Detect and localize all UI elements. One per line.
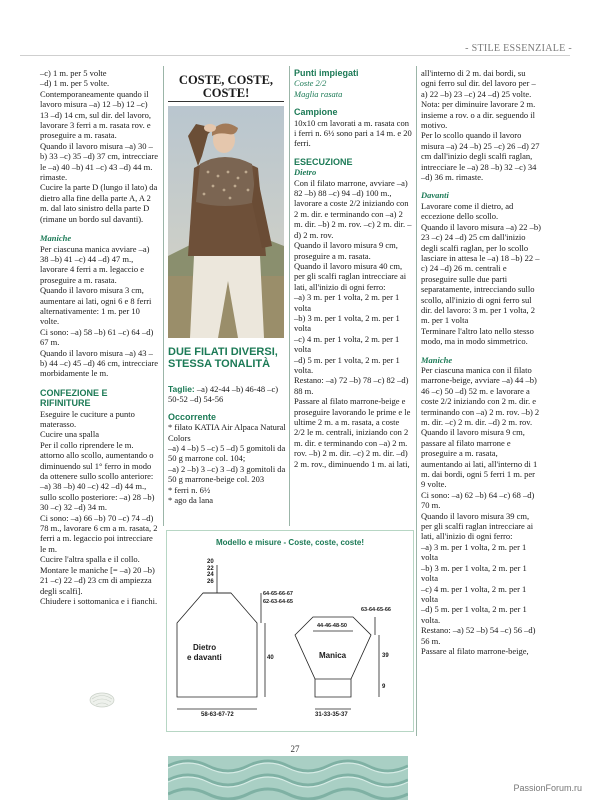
text-paragraph: Nota: per diminuire lavorare 2 m. insieme a rov. o a dir. seguendo il motivo. [421, 99, 536, 131]
text-paragraph: Montare le maniche [= –a) 20 –b) 21 –c) 22 –d) 23 cm di ampiezza degli scalfi]. [40, 564, 155, 596]
raglan-height-label: 64-65-66-67 [263, 591, 293, 597]
text-paragraph: Lavorare come il dietro, ad eccezione dello scollo. [421, 200, 514, 222]
title-divider [168, 101, 284, 102]
column-1 [40, 68, 158, 606]
text-paragraph: Cucire l'altra spalla e il collo. [40, 554, 140, 565]
sleeve-inner-label: 44-46-48-50 [317, 623, 347, 629]
body-piece-outline [177, 593, 257, 697]
text-line: –d) 5 m. per 1 volta, 2 m. per 1 volta. [421, 604, 527, 625]
body-label: e davanti [187, 653, 222, 662]
text-paragraph: Eseguire le cuciture a punto materasso. [40, 408, 135, 429]
yarn-ball-icon [88, 690, 116, 708]
text-paragraph: Cucire una spalla [40, 429, 100, 440]
text-paragraph: Chiudere i sottomanica e i fianchi. [40, 595, 158, 606]
text-paragraph: Contemporaneamente quando il lavoro misura –a) 12 –b) 12 –c) 13 –d) 14 cm, sul dir. del lavoro, lavorare 3 ferri a m. rasata rov. e proseguire a m. rasata. [40, 88, 151, 141]
text-paragraph: Ci sono: –a) 58 –b) 61 –c) 64 –d) 67 m. [40, 326, 154, 348]
davanti-heading: Davanti [421, 190, 449, 201]
body-label: Dietro [193, 643, 217, 652]
text-paragraph: Quando il lavoro misura 9 cm, passare al filato marrone e proseguire a m. rasata, aumentando ai lati, all'interno di 1 m. dai bordi, ogni 5 ferri 1 m. per 9 volte. [421, 427, 538, 490]
text-paragraph: Per ciascuna manica avviare –a) 38 –b) 41 –c) 44 –d) 47 m., lavorare 4 ferri a m. legaccio e proseguire a m. rasata. [40, 243, 150, 285]
sleeve-width-label: 31-33-35-37 [315, 712, 348, 718]
sleeve-cuff-label: 9 [382, 684, 386, 690]
text-paragraph: Quando il lavoro misura –a) 43 –b) 44 –c) 45 –d) 46 cm, intrecciare morbidamente le m. [40, 347, 159, 379]
sleeve-label: Manica [319, 651, 347, 660]
text-line: –d) 1 m. per 5 volte. [40, 78, 110, 89]
punti-item: Coste 2/2 [294, 78, 327, 89]
text-paragraph: Passare al filato marrone-beige e proseguire lavorando le prime e le ultime 2 m. a m. rasata, a coste 2/2 le m. centrali, iniziando con 2 m. dir. e terminando con –a) 2 m. rov. –b) 2 m. dir. –c) 2 m. dir. –d) 2 m. rov., diminuendo 1 m. ai lati, [294, 396, 411, 469]
text-line: * ferri n. 6½ [168, 484, 211, 495]
text-line: –c) 1 m. per 5 volte [40, 68, 107, 78]
text-line: –b) 3 m. per 1 volta, 2 m. per 1 volta [421, 562, 527, 584]
campione-heading: Campione [294, 107, 338, 118]
text-paragraph: Terminare l'altro lato nello stesso modo, ma in modo simmetrico. [421, 325, 534, 347]
text-line: Restano: –a) 72 –b) 78 –c) 82 –d) 88 m. [294, 375, 409, 396]
text-paragraph: Quando il lavoro misura –a) 22 –b) 23 –c) 24 –d) 25 cm dall'inizio degli scalfi raglan, per lo scollo lasciare in attesa le –a) 18 –b) 22 –c) 24 –d) 26 m. centrali e proseguire sulle due parti separatamente, intrecciando sullo scollo, all'inizio di ogni ferro sul dir. del lavoro: 3 m. per 1 volta, 2 m. per 1 volta [421, 221, 541, 326]
punti-item: Maglia rasata [294, 88, 343, 99]
schematic-diagram [166, 530, 414, 732]
knit-texture-photo [168, 756, 408, 800]
schematic-drawing [167, 531, 413, 731]
confezione-heading: CONFEZIONE E RIFINITURE [40, 387, 108, 409]
sleeve-height-label: 39 [382, 653, 389, 659]
text-paragraph: Quando il lavoro misura 40 cm, per gli scalfi raglan intrecciare ai lati, all'inizio di ogni ferro: [294, 260, 407, 292]
text-paragraph: Per il collo riprendere le m. attorno allo scollo, aumentando o diminuendo sul 1° ferro in modo da ottenere sullo scollo anteriore: –a) 38 –b) 40 –c) 42 –d) 44 m., sullo scollo posteriore: –a) 28 –b) 30 –c) 32 –d) 34 m. [40, 439, 155, 513]
text-paragraph: Cucire la parte D (lungo il lato) da dietro alla fine della parte A, A 2 m. dal lato sinistro della parte D (rimane un bordo sul davanti). [40, 182, 158, 224]
taglie-values: –a) 42-44 –b) 46-48 –c) 50-52 –d) 54-56 [168, 384, 279, 405]
sleeve-top-label: 63-64-65-66 [361, 607, 391, 613]
text-line: –a) 2 –b) 3 –c) 3 –d) 3 gomitoli da 50 g marrone-beige col. 203 [168, 463, 286, 485]
text-line: * ago da lana [168, 495, 214, 506]
text-line: –b) 3 m. per 1 volta, 2 m. per 1 volta [294, 312, 400, 334]
text-line: Restano: –a) 52 –b) 54 –c) 56 –d) 56 m. [421, 625, 536, 646]
page-number: 27 [290, 744, 300, 754]
column-divider [416, 66, 417, 736]
body-height-label: 40 [267, 655, 274, 661]
maniche-heading: Maniche [40, 233, 72, 244]
text-paragraph: Quando il lavoro misura 9 cm, proseguire a m. rasata. [294, 240, 398, 261]
text-line: –c) 4 m. per 1 volta, 2 m. per 1 volta [294, 333, 400, 355]
taglie-label: Taglie: [168, 384, 195, 394]
text-paragraph: 10x10 cm lavorati a m. rasata con i ferri n. 6½ sono pari a 14 m. e 20 ferri. [294, 117, 412, 149]
text-paragraph: Quando il lavoro misura 3 cm, aumentare ai lati, ogni 6 e 8 ferri alternativamente: 1 m. per 10 volte. [40, 285, 152, 327]
text-paragraph: Per lo scollo quando il lavoro misura –a) 24 –b) 25 –c) 26 –d) 27 cm dall'inizio degli scalfi raglan, intrecciare le –a) 28 –b) 32 –c) 34 –d) 36 m. rimaste. [421, 130, 540, 183]
text-paragraph: Quando il lavoro misura 39 cm, per gli scalfi raglan intrecciare ai lati, all'inizio di ogni ferro: [421, 510, 534, 542]
text-line: –a) 3 m. per 1 volta, 2 m. per 1 volta [294, 292, 400, 313]
column-4 [421, 68, 541, 656]
body-width-label: 58-63-67-72 [201, 712, 234, 718]
model-photo [168, 106, 284, 338]
text-paragraph: Quando il lavoro misura –a) 30 –b) 33 –c) 35 –d) 37 cm, intrecciare le –a) 40 –b) 41 –c) 43 –d) 44 m. rimaste. [40, 140, 159, 183]
section-header: - STILE ESSENZIALE - [465, 43, 572, 54]
subtitle: DUE FILATI DIVERSI, STESSA TONALITÀ [168, 346, 278, 370]
text-line: –d) 5 m. per 1 volta, 2 m. per 1 volta. [294, 354, 400, 375]
column-divider [163, 66, 164, 526]
text-line: –a) 3 m. per 1 volta, 2 m. per 1 volta [421, 541, 527, 563]
dietro-heading: Dietro [294, 167, 317, 178]
text-line: –a) 4 –b) 5 –c) 5 –d) 5 gomitoli da 50 g marrone col. 104; [168, 443, 286, 464]
text-paragraph: Con il filato marrone, avviare –a) 82 –b) 88 –c) 94 –d) 100 m., lavorare a coste 2/2 iniziando con 2 m. dir. e terminando con –a) 2 m. dir. –b) 2 m. rov. –c) 2 m. dir. –d) 2 m. rov. [294, 177, 412, 240]
pattern-title: COSTE, COSTE, COSTE! [178, 73, 274, 100]
raglan-height-label: 62-63-64-65 [263, 599, 293, 605]
esecuzione-heading: ESECUZIONE [294, 156, 353, 167]
column-2-details [168, 384, 286, 505]
occorrente-heading: Occorrente [168, 411, 217, 422]
neck-width-label: 20 22 24 26 [207, 559, 214, 585]
text-line: Passare al filato marrone-beige, [421, 645, 529, 656]
diagram-title: Modello e misure - Coste, coste, coste! [215, 538, 365, 547]
text-paragraph: Per ciascuna manica con il filato marrone-beige, avviare –a) 44 –b) 46 –c) 50 –d) 52 m. e lavorare a coste 2/2 iniziando con 2 m. dir. e terminando con –a) 2 m. rov. –b) 2 m. dir. –c) 2 m. dir. –d) 2 m. rov. [421, 364, 540, 427]
text-paragraph: Ci sono: –a) 66 –b) 70 –c) 74 –d) 78 m., lavorare 6 cm a m. rasata, 2 ferri a m. legaccio poi intrecciare le m. [40, 512, 158, 554]
maniche-heading: Maniche [421, 354, 453, 365]
header-divider [20, 55, 570, 56]
column-3 [294, 68, 412, 469]
text-line: * filato KATIA Air Alpaca Natural Colors [168, 422, 286, 443]
text-line: Ci sono: –a) 62 –b) 64 –c) 68 –d) 70 m. [421, 489, 535, 511]
watermark: PassionForum.ru [513, 783, 582, 793]
text-paragraph: all'interno di 2 m. dai bordi, su ogni ferro sul dir. del lavoro per –a) 22 –b) 23 –c) 24 –d) 25 volte. [421, 68, 536, 99]
punti-heading: Punti impiegati [294, 68, 359, 78]
text-line: –c) 4 m. per 1 volta, 2 m. per 1 volta [421, 583, 527, 604]
column-divider [289, 66, 290, 526]
